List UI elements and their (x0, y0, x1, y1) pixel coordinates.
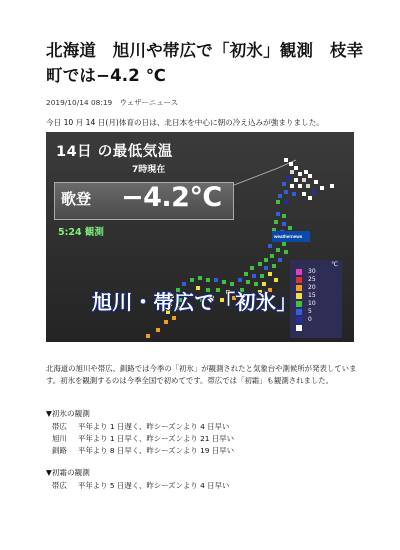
row-city: 釧路 (52, 446, 67, 455)
legend-label: 10 (308, 300, 316, 307)
legend-label: 30 (308, 268, 316, 275)
article-body: 北海道の旭川や帯広、釧路では今季の「初氷」が観測されたと気象台や測候所が発表しています。初氷を観測するのは今季全国で初めてです。帯広では「初霜」も観測されました。 (46, 364, 357, 385)
legend-swatch (296, 317, 302, 323)
legend-label: 25 (308, 276, 316, 283)
legend-item (296, 268, 336, 276)
row-note: 平年より 8 日早く、昨シーズンより 19 日早い (78, 446, 235, 455)
article-dateline: 2019/10/14 08:19 ウェザーニュース (46, 98, 179, 107)
station-name: 歌登 (61, 190, 92, 208)
legend-label: 5 (308, 308, 312, 315)
legend-item (296, 316, 336, 324)
figure-time: 7時現在 (132, 165, 166, 175)
observation-row (52, 421, 229, 432)
legend-swatch (296, 325, 302, 331)
legend-item (296, 324, 336, 332)
article-lead: 今日 10 月 14 日(月)体育の日は、北日本を中心に朝の冷え込みが強まりました。 (46, 118, 324, 127)
row-note: 平年より 1 日遅く、昨シーズンより 4 日早い (78, 422, 230, 431)
legend-item (296, 284, 336, 292)
legend-label: 20 (308, 284, 316, 291)
legend-unit: ℃ (331, 261, 338, 268)
row-city: 旭川 (52, 434, 67, 443)
observation-row (52, 445, 234, 456)
legend-item (296, 276, 336, 284)
row-note: 平年より 1 日早く、昨シーズンより 21 日早い (78, 434, 235, 443)
section-heading-first-frost: ▼初霜の観測 (46, 468, 90, 477)
article-headline: 北海道 旭川や帯広で「初氷」観測 枝幸町では−4.2 ℃ (46, 41, 364, 85)
temperature-legend (290, 260, 342, 338)
legend-swatch (296, 277, 302, 283)
row-city: 帯広 (52, 422, 67, 431)
figure-title: 14日 の最低気温 (56, 144, 173, 160)
row-city: 帯広 (52, 481, 67, 490)
legend-label: 0 (308, 316, 312, 323)
weathernews-logo: weathernews (272, 231, 310, 242)
legend-item (296, 292, 336, 300)
legend-label: 15 (308, 292, 316, 299)
figure-banner: 旭川・帯広で「初氷」 (92, 290, 297, 314)
observation-time: 5:24 観測 (58, 227, 104, 238)
legend-swatch (296, 269, 302, 275)
row-note: 平年より 5 日遅く、昨シーズンより 4 日早い (78, 481, 230, 490)
legend-item (296, 300, 336, 308)
station-temperature: −4.2℃ (121, 182, 222, 213)
temperature-map-figure (46, 132, 354, 342)
section-heading-first-ice: ▼初氷の観測 (46, 409, 90, 418)
observation-row (52, 480, 229, 491)
legend-item (296, 308, 336, 316)
lowest-temp-callout (54, 182, 234, 220)
observation-row (52, 433, 234, 444)
